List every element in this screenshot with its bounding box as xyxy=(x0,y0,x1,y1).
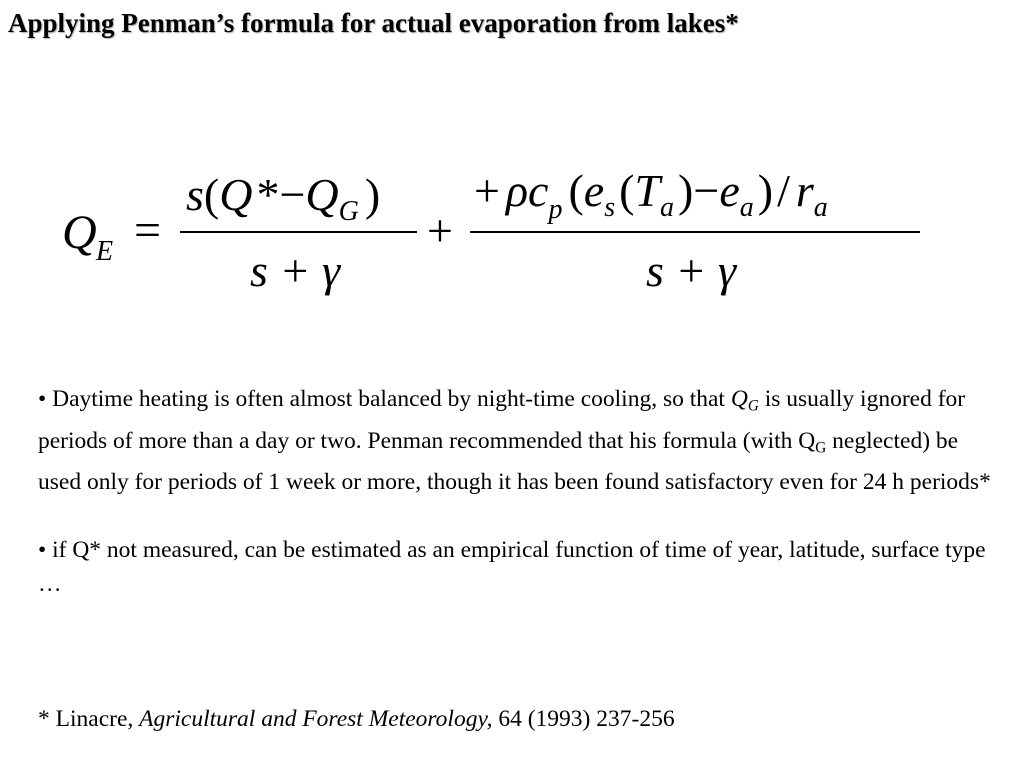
term1-denominator: s + γ xyxy=(250,245,341,296)
term2-numerator: + $\rho c_p$ $(e_s(T_a)-e_a)/$ $r_a$ xyxy=(474,165,828,225)
reference-journal: Agricultural and Forest Meteorology, xyxy=(139,706,493,732)
term1-numerator: $s(Q*-Q_G$ ) xyxy=(186,169,381,227)
bullet-list xyxy=(38,382,998,635)
formula-equals: = xyxy=(134,204,162,257)
term2-denominator: s + γ xyxy=(646,245,737,296)
formula-lhs-subscript: E xyxy=(96,236,114,267)
slide-title: Applying Penman’s formula for actual evaporation from lakes* xyxy=(8,8,739,38)
bullet-item-qstar: • if Q* not measured, can be estimated as an empirical function of time of year, latitude, surface type … xyxy=(38,537,986,598)
formula-plus: + xyxy=(427,205,453,256)
reference-footnote: * Linacre, Agricultural and Forest Meteorology, 64 (1993) 237-256 xyxy=(38,706,675,732)
penman-formula xyxy=(0,150,1024,300)
formula-lhs: Q xyxy=(62,206,97,259)
bullet-item-qg: • Daytime heating is often almost balanced by night-time cooling, so that QG is usually ignored for periods of more than a day or two. Penman recommended that his formula (with QG neglected) be used only for periods of 1 week or more, though it has been found satisfactory even for 24 h periods* xyxy=(38,386,991,496)
